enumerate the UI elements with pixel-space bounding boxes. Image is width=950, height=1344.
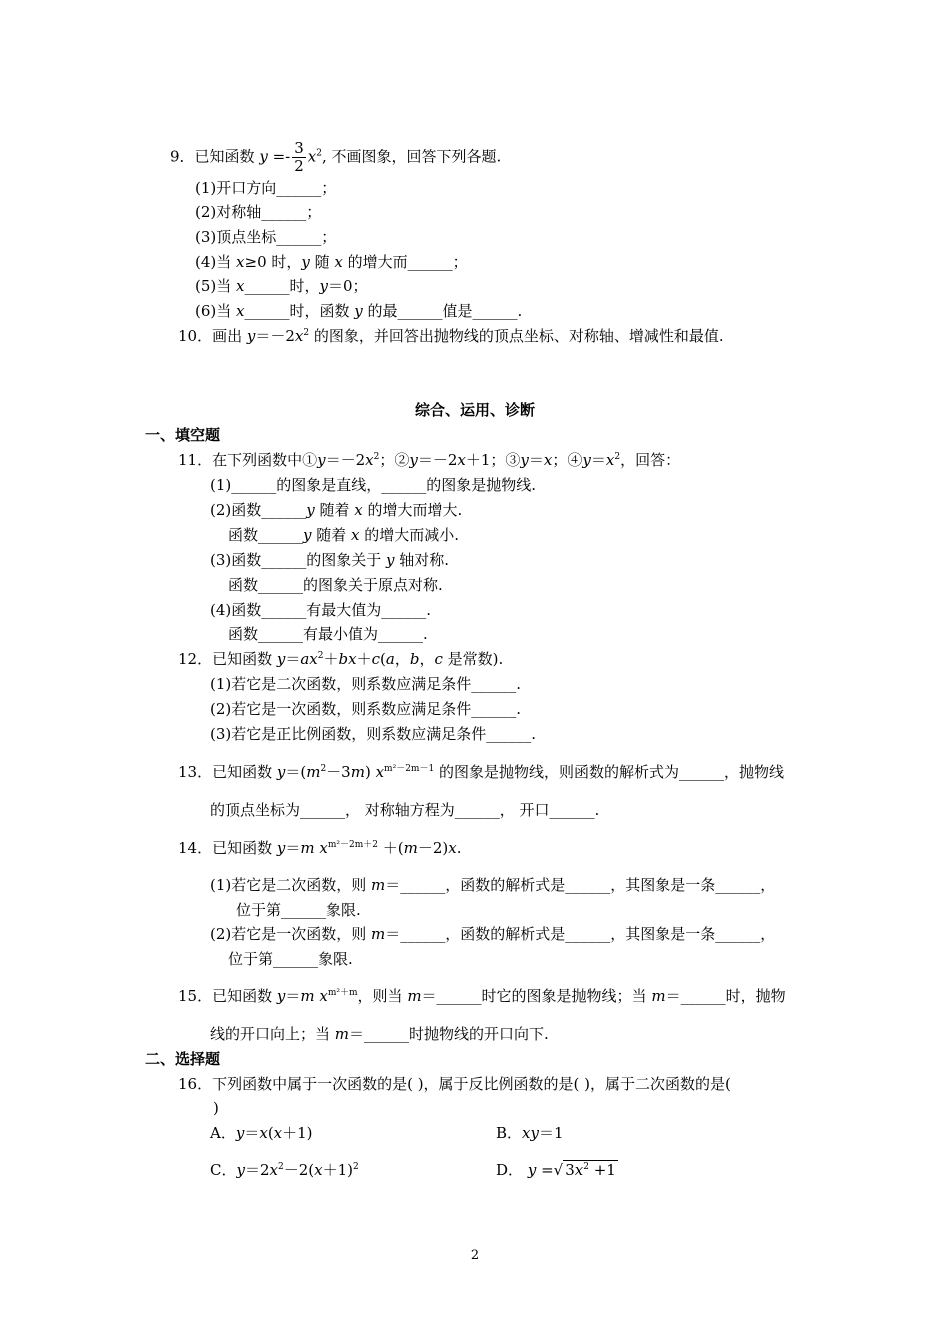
- q13-line-2: 的顶点坐标为______， 对称轴方程为______， 开口______.: [210, 801, 600, 819]
- sqrt-symbol: √: [553, 1161, 564, 1179]
- q14-sub-1b: 位于第______象限.: [236, 901, 361, 919]
- q12-sub-2: (2)若它是一次函数，则系数应满足条件______.: [210, 700, 522, 718]
- q14-sub-2: (2)若它是一次函数，则 m＝______，函数的解析式是______，其图象是一条______，: [210, 925, 776, 943]
- q11-sub-3: (3)函数______的图象关于 y 轴对称.: [210, 551, 450, 569]
- q12-line: 12．已知函数 $y=ax^2+bx+c(a$，b，c 是常数).: [178, 650, 504, 668]
- q9-item-1: (1)开口方向______；: [195, 179, 337, 197]
- q11-sub-4b: 函数______有最小值为______.: [228, 625, 428, 643]
- q9-item-4: (4)当 x≥0 时，y 随 x 的增大而______；: [195, 253, 468, 271]
- q9-item-3: (3)顶点坐标______；: [195, 228, 337, 246]
- q12-sub-3: (3)若它是正比例函数，则系数应满足条件______.: [210, 725, 537, 743]
- q16-option-b: B．xy＝1: [496, 1124, 564, 1142]
- q16-option-c: C．$y=2x^2-2(x+1)^2$: [210, 1161, 359, 1179]
- q9-line: 9．已知函数 y =- $\frac{3}{2}$ $x^2$, 不画图象，回答下列各题.: [170, 139, 502, 175]
- q9-item-6: (6)当 x______时，函数 y 的最______值是______.: [195, 302, 523, 320]
- q16-line-2: ): [213, 1099, 219, 1117]
- q16-option-d: D． y =√ $3x^2 +1$: [496, 1161, 616, 1179]
- q10-line: 10．画出 $y=-2x^2$ 的图象，并回答出抛物线的顶点坐标、对称轴、增减性和最值.: [178, 327, 724, 345]
- q14-sub-1: (1)若它是二次函数，则 m＝______，函数的解析式是______，其图象是一条______，: [210, 876, 776, 894]
- sqrt-radicand: $3x^2 +1$: [565, 1161, 616, 1179]
- q14-sub-2b: 位于第______象限.: [228, 950, 353, 968]
- q11-sub-2b: 函数______y 随着 x 的增大而减小.: [228, 526, 460, 544]
- part2-heading: 二、选择题: [145, 1050, 221, 1068]
- q11-sub-1: (1)______的图象是直线，______的图象是抛物线.: [210, 476, 537, 494]
- q13-line: 13．已知函数 $y=(m^2-3m)$ $x^{m^2-2m-1}$ 的图象是抛物线，则函数的解析式为______，抛物线: [178, 763, 784, 781]
- q16-option-a: A．y＝x(x＋1): [210, 1124, 313, 1142]
- q16-line: 16．下列函数中属于一次函数的是( )，属于反比例函数的是( )，属于二次函数的是(: [178, 1075, 731, 1093]
- part1-heading: 一、填空题: [145, 426, 221, 444]
- q15-line-2: 线的开口向上；当 m＝______时抛物线的开口向下.: [210, 1025, 549, 1043]
- q11-sub-4: (4)函数______有最大值为______.: [210, 601, 432, 619]
- q15-line: 15．已知函数 y＝m $x^{m^2+m}$，则当 m＝______时它的图象是抛物线；当 m＝______时，抛物: [178, 987, 786, 1005]
- q11-line: 11．在下列函数中$①y=-2x^2$；②y＝－2x＋1；③y＝x；$④y=x^2$，回答：: [178, 451, 681, 469]
- q12-sub-1: (1)若它是二次函数，则系数应满足条件______.: [210, 675, 522, 693]
- q14-line: 14．已知函数 y＝m $x^{m^2-2m+2} +(m-2)x$.: [178, 839, 462, 857]
- page-number: 2: [470, 1248, 480, 1263]
- section-title: 综合、运用、诊断: [414, 401, 535, 419]
- q11-sub-3b: 函数______的图象关于原点对称.: [228, 576, 443, 594]
- q9-item-2: (2)对称轴______；: [195, 203, 322, 221]
- fraction-3-2: $\frac{3}{2}$: [294, 139, 304, 175]
- q11-sub-2: (2)函数______y 随着 x 的增大而增大.: [210, 501, 463, 519]
- q9-item-5: (5)当 x______时，y＝0；: [195, 277, 368, 295]
